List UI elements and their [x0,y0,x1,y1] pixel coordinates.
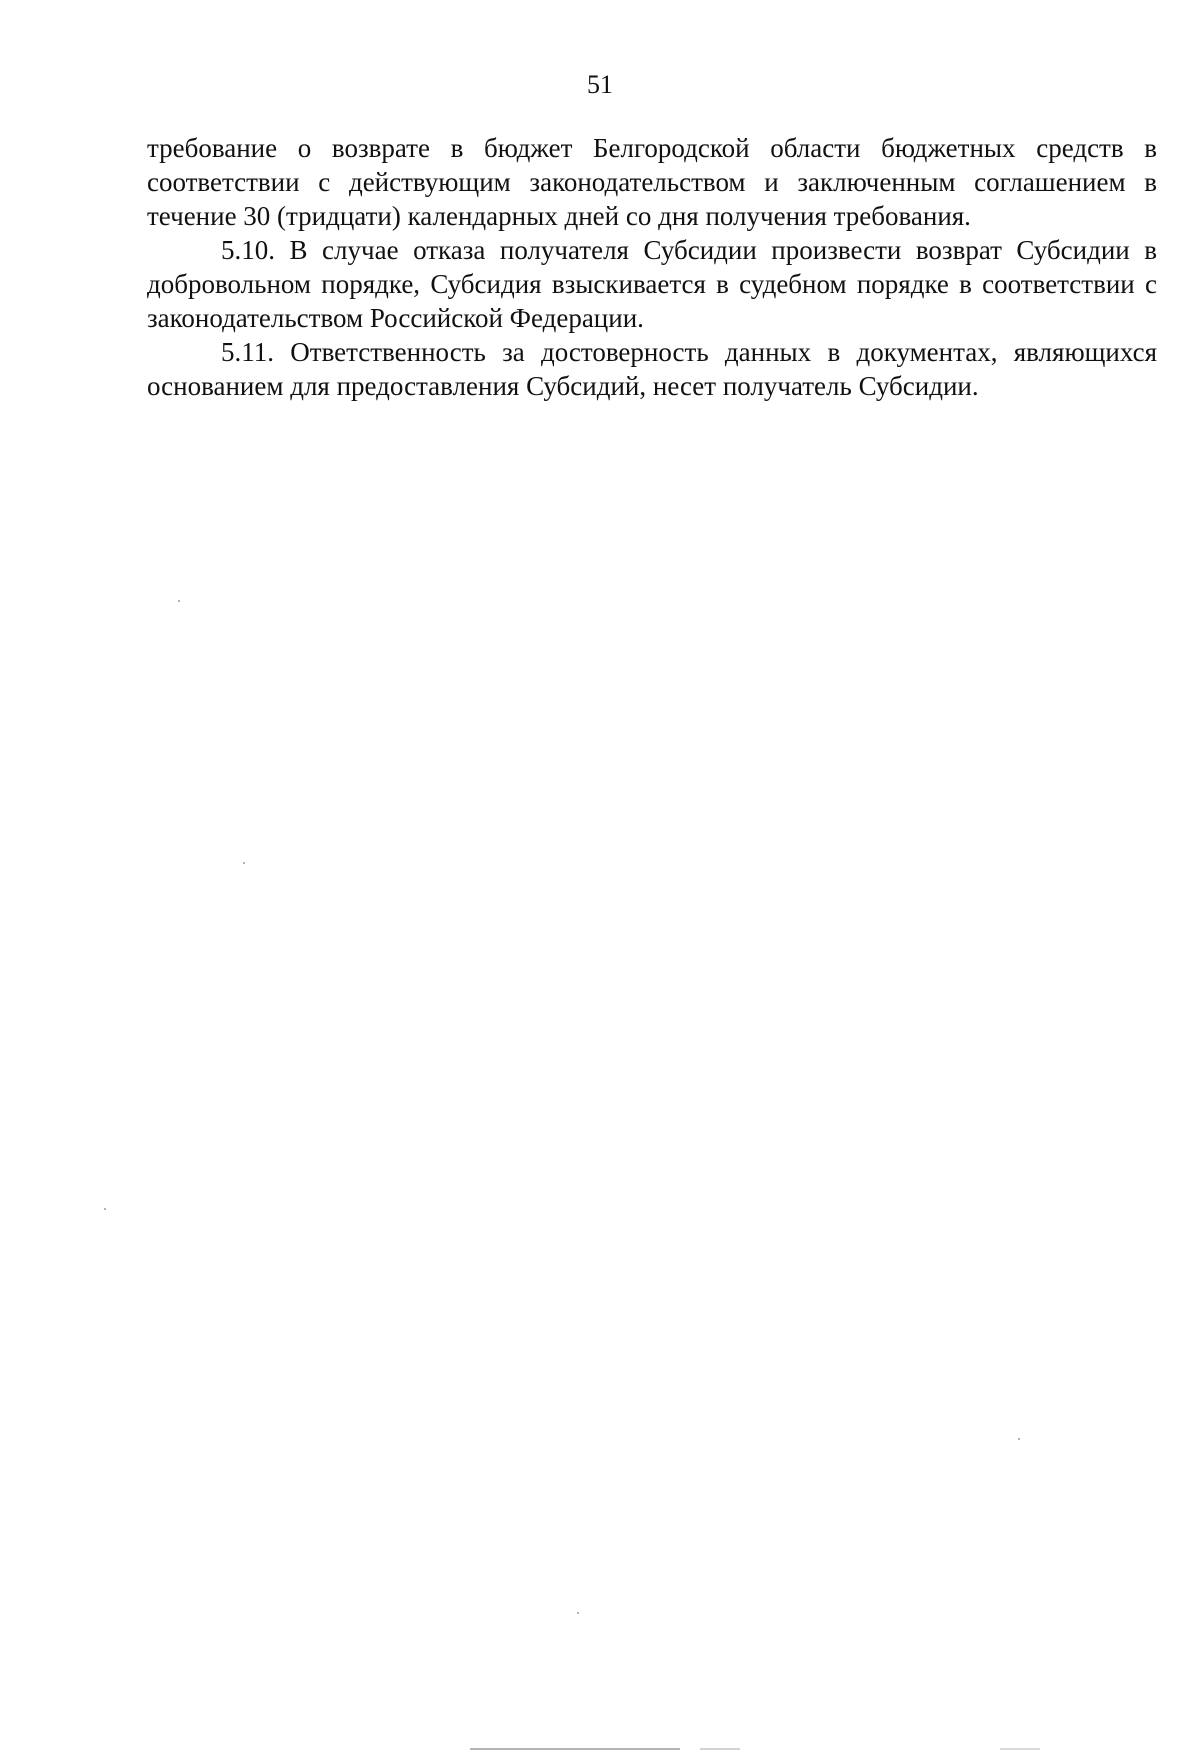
scan-edge-line [470,1748,680,1750]
paragraph-5-11: 5.11. Ответственность за достоверность данных в документах, являющихся основанием для предоставления Субсидий, несет получатель Субсидии. [147,337,1157,401]
scan-edge-line [1000,1748,1040,1750]
scan-speck [104,1208,106,1210]
document-body [147,131,1157,403]
page-number: 51 [587,70,613,99]
scan-speck [178,600,180,602]
paragraph-5-10: 5.10. В случае отказа получателя Субсидии произвести возврат Субсидии в добровольном порядке, Субсидия взыскивается в судебном порядке в соответствии с законодательством Российской Федерации. [147,235,1157,333]
scan-speck [1018,1438,1020,1440]
scan-speck [243,862,245,864]
paragraph-continuation: требование о возврате в бюджет Белгородской области бюджетных средств в соответствии с действующим законодательством и заключенным соглашением в течение 30 (тридцати) календарных дней со дня получения требования. [147,133,1157,231]
scan-speck [577,1612,579,1614]
scan-edge-line [700,1748,740,1750]
